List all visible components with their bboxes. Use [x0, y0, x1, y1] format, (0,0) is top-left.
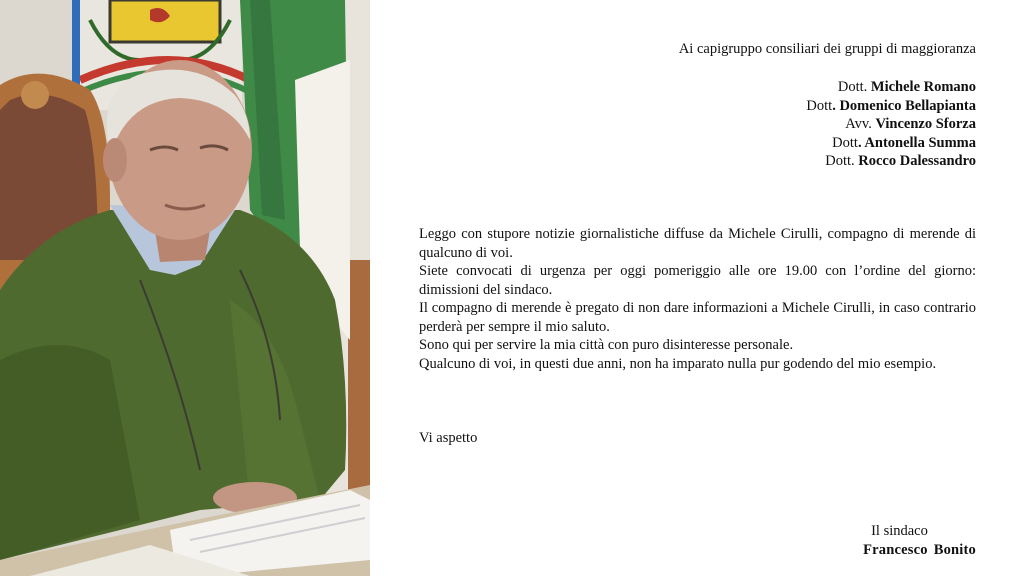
- recipient-title: Dott.: [825, 153, 855, 169]
- recipient-title: Dott.: [837, 79, 868, 95]
- signature-block: [863, 522, 976, 560]
- body-paragraph: Leggo con stupore notizie giornalistiche diffuse da Michele Cirulli, compagno di merende di qualcuno di voi.: [419, 226, 976, 261]
- portrait-photo: [0, 0, 370, 576]
- recipient: [806, 115, 976, 134]
- recipient: [806, 134, 976, 153]
- recipient-name: Michele Romano: [870, 79, 976, 95]
- recipients-list: [806, 78, 976, 171]
- signature-last-name: Bonito: [933, 542, 976, 558]
- recipient: [806, 97, 976, 116]
- recipient-name: . Domenico Bellapianta: [832, 97, 976, 114]
- letter: [370, 0, 1024, 576]
- recipient-name: Vincenzo Sforza: [875, 116, 976, 132]
- recipient: [806, 78, 976, 97]
- body-paragraph: Sono qui per servire la mia città con puro disinteresse personale.: [419, 337, 794, 353]
- signature-name: [863, 541, 976, 560]
- recipient-name: Rocco Dalessandro: [858, 153, 976, 169]
- body-paragraph: Qualcuno di voi, in questi due anni, non ha imparato nulla pur godendo del mio esempio.: [419, 355, 937, 372]
- signature-first-name: Francesco: [863, 542, 928, 558]
- recipient-title: Avv.: [845, 116, 872, 132]
- signature-role: Il sindaco: [871, 523, 928, 539]
- recipient-title: Dott: [832, 134, 858, 151]
- letter-closing: Vi aspetto: [419, 430, 478, 446]
- recipient-name: . Antonella Summa: [857, 134, 976, 151]
- letter-body: [419, 225, 976, 373]
- photo-panel: [0, 0, 370, 576]
- body-paragraph: Siete convocati di urgenza per oggi pomeriggio alle ore 19.00 con l’ordine del giorno: dimissioni del sindaco.: [419, 263, 976, 298]
- body-paragraph: Il compagno di merende è pregato di non dare informazioni a Michele Cirulli, in caso contrario perderà per sempre il mio saluto.: [419, 300, 976, 335]
- letter-addressee: Ai capigruppo consiliari dei gruppi di maggioranza: [678, 41, 976, 57]
- recipient-title: Dott: [806, 97, 833, 114]
- recipient: [806, 152, 976, 171]
